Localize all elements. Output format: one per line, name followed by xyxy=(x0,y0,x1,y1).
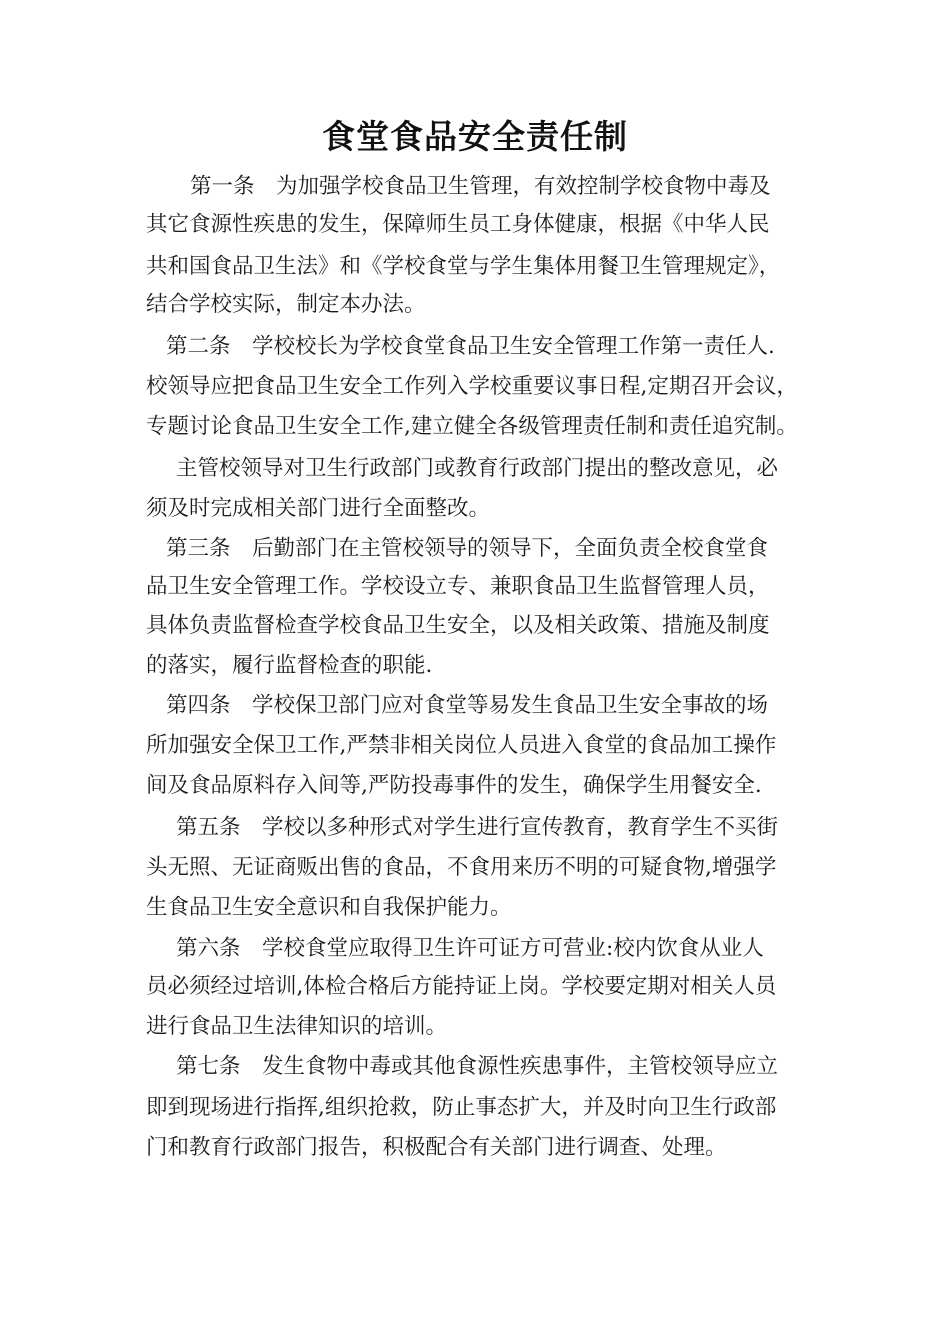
article-7-line-3: 门和教育行政部门报告，积极配合有关部门进行调查、处理。 xyxy=(146,1135,727,1160)
article-7-line-2: 即到现场进行指挥,组织抢救，防止事态扩大，并及时向卫生行政部 xyxy=(146,1095,777,1120)
article-4-line-1: 第四条 学校保卫部门应对食堂等易发生食品卫生安全事故的场 xyxy=(166,693,769,718)
article-3-line-3: 具体负责监督检查学校食品卫生安全，以及相关政策、措施及制度 xyxy=(146,613,770,638)
article-3-line-2: 品卫生安全管理工作。学校设立专、兼职食品卫生监督管理人员， xyxy=(146,574,770,599)
article-6-line-3: 进行食品卫生法律知识的培训。 xyxy=(146,1014,448,1039)
article-2-line-2: 校领导应把食品卫生安全工作列入学校重要议事日程,定期召开会议， xyxy=(146,374,798,399)
article-2-line-4: 主管校领导对卫生行政部门或教育行政部门提出的整改意见，必 xyxy=(176,456,779,481)
article-4-line-2: 所加强安全保卫工作,严禁非相关岗位人员进入食堂的食品加工操作 xyxy=(146,733,777,758)
article-1-line-2: 其它食源性疾患的发生，保障师生员工身体健康，根据《中华人民 xyxy=(146,212,770,237)
article-2-line-1: 第二条 学校校长为学校食堂食品卫生安全管理工作第一责任人. xyxy=(166,334,775,359)
document-title: 食堂食品安全责任制 xyxy=(322,117,628,156)
article-1-line-4: 结合学校实际，制定本办法。 xyxy=(146,292,426,317)
article-2-line-3: 专题讨论食品卫生安全工作,建立健全各级管理责任制和责任追究制。 xyxy=(146,414,798,439)
article-1-line-3: 共和国食品卫生法》和《学校食堂与学生集体用餐卫生管理规定》， xyxy=(146,254,781,279)
article-7-line-1: 第七条 发生食物中毒或其他食源性疾患事件，主管校领导应立 xyxy=(176,1054,779,1079)
article-5-line-3: 生食品卫生安全意识和自我保护能力。 xyxy=(146,895,512,920)
article-2-line-5: 须及时完成相关部门进行全面整改。 xyxy=(146,496,491,521)
article-5-line-2: 头无照、无证商贩出售的食品，不食用来历不明的可疑食物,增强学 xyxy=(146,855,777,880)
article-4-line-3: 间及食品原料存入间等,严防投毒事件的发生，确保学生用餐安全. xyxy=(146,773,762,798)
article-6-line-1: 第六条 学校食堂应取得卫生许可证方可营业:校内饮食从业人 xyxy=(176,936,764,961)
article-6-line-2: 员必须经过培训,体检合格后方能持证上岗。学校要定期对相关人员 xyxy=(146,974,777,999)
article-5-line-1: 第五条 学校以多种形式对学生进行宣传教育，教育学生不买街 xyxy=(176,815,779,840)
article-1-line-1: 第一条 为加强学校食品卫生管理，有效控制学校食物中毒及 xyxy=(190,174,771,199)
article-3-line-1: 第三条 后勤部门在主管校领导的领导下，全面负责全校食堂食 xyxy=(166,536,769,561)
article-3-line-4: 的落实，履行监督检查的职能. xyxy=(146,653,433,678)
